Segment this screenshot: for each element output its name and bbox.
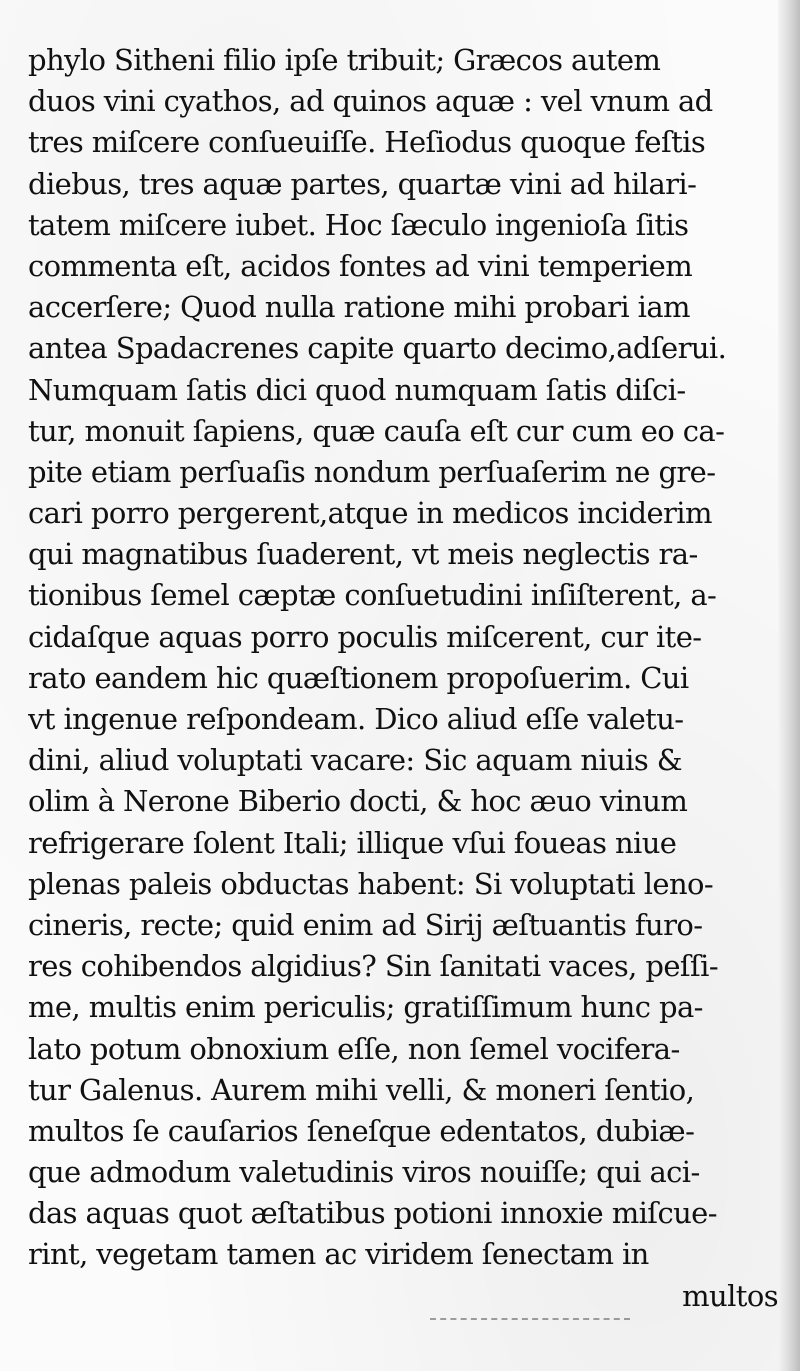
text-line: me, multis enim periculis; gratiſſimum hunc pa- xyxy=(28,990,703,1025)
text-line: accerſere; Quod nulla ratione mihi probari iam xyxy=(28,290,690,325)
text-line: cidaſque aquas porro poculis miſcerent, cur ite- xyxy=(28,619,702,654)
text-line: cari porro pergerent,atque in medicos inciderim xyxy=(28,496,712,531)
text-line: olim à Nerone Biberio docti, & hoc æuo vinum xyxy=(28,784,688,819)
text-line: tatem miſcere iubet. Hoc ſæculo ingenioſa ſitis xyxy=(28,207,689,242)
text-line: Numquam ſatis dici quod numquam ſatis diſci- xyxy=(28,372,686,407)
text-line: das aquas quot æſtatibus potioni innoxie miſcue- xyxy=(28,1196,717,1231)
text-line: pite etiam perſuaſis nondum perſuaſerim ne gre- xyxy=(28,454,716,489)
text-line: qui magnatibus ſuaderent, vt meis neglectis ra- xyxy=(28,537,698,572)
text-line: rato eandem hic quæſtionem propoſuerim. Cui xyxy=(28,660,689,695)
text-line: tur Galenus. Aurem mihi velli, & moneri ſentio, xyxy=(28,1072,695,1107)
text-line: res cohibendos algidius? Sin ſanitati vaces, peſſi- xyxy=(28,949,719,984)
text-line: tionibus ſemel cæptæ conſuetudini inſiſterent, a- xyxy=(28,578,717,613)
text-line: rint, vegetam tamen ac viridem ſenectam in xyxy=(28,1237,649,1272)
text-line: commenta eſt, acidos fontes ad vini temperiem xyxy=(28,248,693,283)
text-line: dini, aliud voluptati vacare: Sic aquam niuis & xyxy=(28,743,682,778)
text-line: cineris, recte; quid enim ad Sirij æſtuantis furo- xyxy=(28,907,703,942)
text-line: antea Spadacrenes capite quarto decimo,adſerui. xyxy=(28,331,727,366)
text-line: duos vini cyathos, ad quinos aquæ : vel vnum ad xyxy=(28,84,713,119)
text-line: vt ingenue reſpondeam. Dico aliud eſſe valetu- xyxy=(28,702,684,736)
text-line: phylo Sitheni filio ipſe tribuit; Græcos autem xyxy=(28,43,661,77)
text-line: que admodum valetudinis viros nouiſſe; qui aci- xyxy=(28,1155,700,1190)
text-line: tur, monuit ſapiens, quæ cauſa eſt cur cum eo ca- xyxy=(28,413,725,448)
text-line: plenas paleis obductas habent: Si voluptati leno- xyxy=(28,866,714,901)
bottom-dash-rule xyxy=(430,1318,630,1320)
text-line: lato potum obnoxium eſſe, non ſemel vocifera- xyxy=(28,1031,680,1066)
text-line: multos ſe cauſarios ſeneſque edentatos, dubiæ- xyxy=(28,1113,695,1148)
text-line: tres miſcere conſueuiſſe. Heſiodus quoque feſtis xyxy=(28,125,706,160)
page-spine-shadow xyxy=(778,0,800,1371)
text-block xyxy=(28,40,778,1317)
catchword: multos xyxy=(682,1278,778,1313)
text-line: refrigerare ſolent Itali; illique vſui foueas niue xyxy=(28,825,677,860)
text-line: diebus, tres aquæ partes, quartæ vini ad hilari- xyxy=(28,166,697,201)
